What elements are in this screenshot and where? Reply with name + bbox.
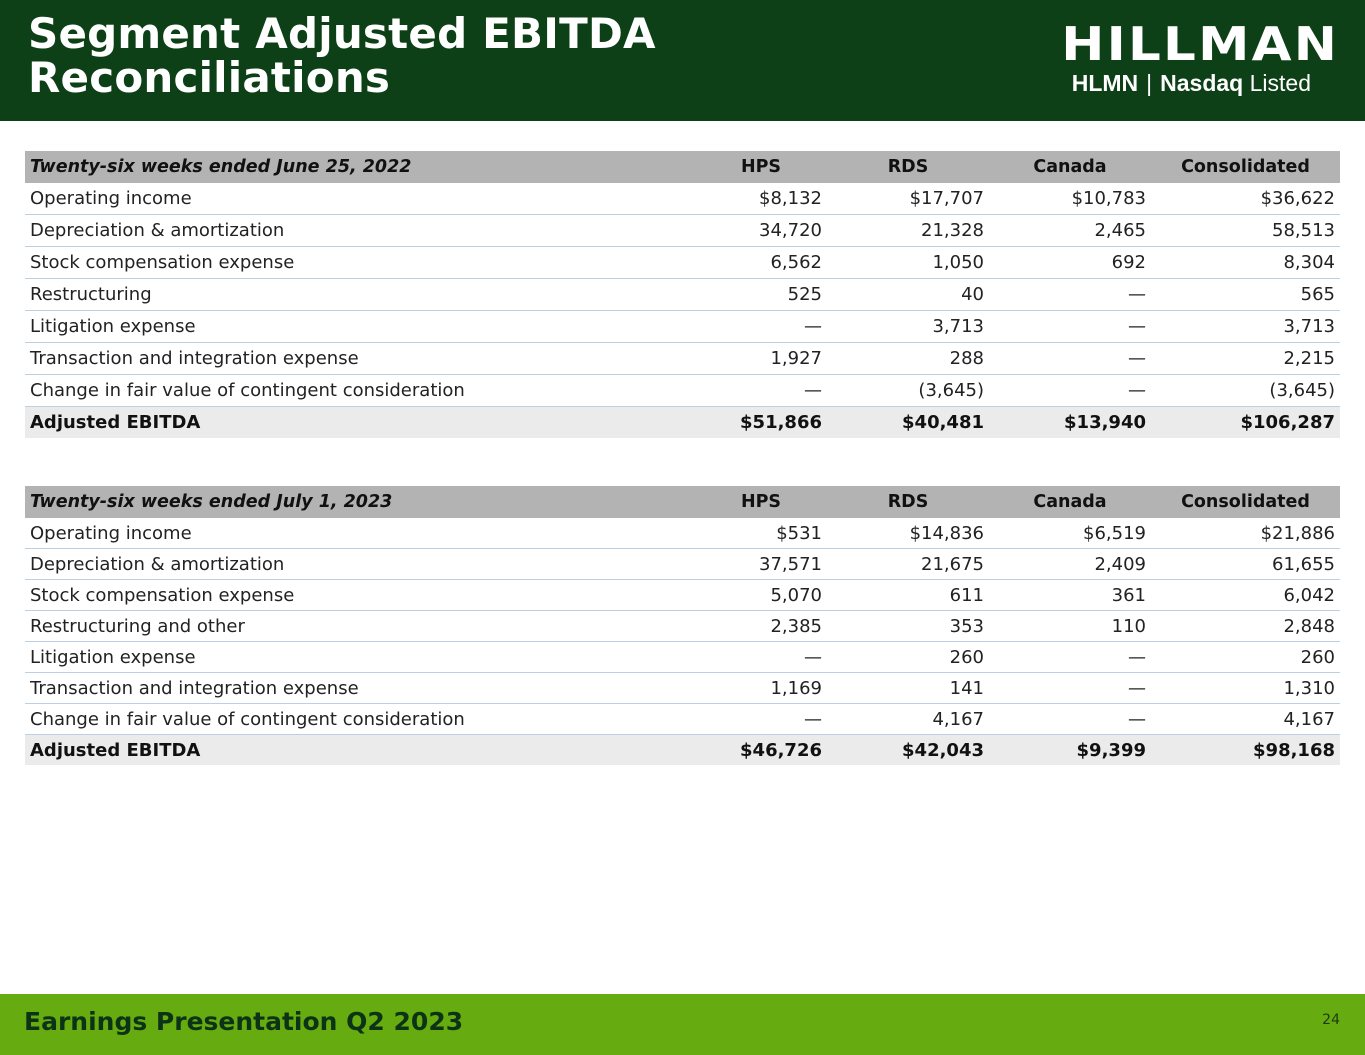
- logo-exchange: Nasdaq: [1160, 70, 1244, 96]
- cell-canada: —: [989, 704, 1151, 735]
- cell-rds: 141: [827, 673, 989, 704]
- cell-rds: 288: [827, 343, 989, 375]
- cell-canada: $9,399: [989, 735, 1151, 766]
- page-number: 24: [1322, 1012, 1340, 1028]
- table-row: [25, 343, 1340, 375]
- column-header-rds: RDS: [827, 151, 989, 183]
- cell-consolidated: $36,622: [1151, 183, 1340, 215]
- table-row: [25, 279, 1340, 311]
- cell-rds: 4,167: [827, 704, 989, 735]
- cell-rds: $14,836: [827, 518, 989, 549]
- cell-rds: 1,050: [827, 247, 989, 279]
- cell-consolidated: 1,310: [1151, 673, 1340, 704]
- cell-hps: $8,132: [695, 183, 827, 215]
- cell-canada: —: [989, 279, 1151, 311]
- column-header-consolidated: Consolidated: [1151, 486, 1340, 518]
- cell-canada: 110: [989, 611, 1151, 642]
- cell-consolidated: 2,848: [1151, 611, 1340, 642]
- table-row: [25, 183, 1340, 215]
- cell-canada: —: [989, 375, 1151, 407]
- table-row: [25, 247, 1340, 279]
- cell-hps: $531: [695, 518, 827, 549]
- table-row: [25, 611, 1340, 642]
- cell-canada: $10,783: [989, 183, 1151, 215]
- cell-rds: $40,481: [827, 407, 989, 439]
- row-label: Change in fair value of contingent consideration: [25, 704, 695, 735]
- logo-listing: [1072, 70, 1311, 96]
- reconciliation-table-2023: [25, 486, 1340, 765]
- cell-hps: 37,571: [695, 549, 827, 580]
- row-label: Restructuring: [25, 279, 695, 311]
- cell-hps: 34,720: [695, 215, 827, 247]
- cell-canada: $6,519: [989, 518, 1151, 549]
- footer-title: Earnings Presentation Q2 2023: [24, 1007, 464, 1036]
- cell-hps: 1,927: [695, 343, 827, 375]
- period-header: Twenty-six weeks ended June 25, 2022: [25, 151, 695, 183]
- row-label: Litigation expense: [25, 642, 695, 673]
- cell-canada: —: [989, 311, 1151, 343]
- cell-hps: 5,070: [695, 580, 827, 611]
- cell-consolidated: 6,042: [1151, 580, 1340, 611]
- cell-hps: 6,562: [695, 247, 827, 279]
- cell-hps: 1,169: [695, 673, 827, 704]
- table-row: [25, 580, 1340, 611]
- cell-consolidated: 260: [1151, 642, 1340, 673]
- cell-consolidated: 61,655: [1151, 549, 1340, 580]
- table-header-row: [25, 486, 1340, 518]
- cell-rds: 260: [827, 642, 989, 673]
- row-label: Litigation expense: [25, 311, 695, 343]
- column-header-canada: Canada: [989, 486, 1151, 518]
- cell-hps: —: [695, 642, 827, 673]
- reconciliation-table-2022: [25, 151, 1340, 438]
- header-bar: [0, 0, 1365, 121]
- row-label: Operating income: [25, 183, 695, 215]
- row-label: Transaction and integration expense: [25, 673, 695, 704]
- cell-canada: —: [989, 673, 1151, 704]
- logo-separator: |: [1146, 70, 1153, 96]
- cell-consolidated: 8,304: [1151, 247, 1340, 279]
- column-header-hps: HPS: [695, 486, 827, 518]
- logo-wordmark: HILLMAN: [1061, 17, 1339, 71]
- row-label: Depreciation & amortization: [25, 549, 695, 580]
- page-title-line-1: Segment Adjusted EBITDA: [28, 9, 656, 58]
- page-title-line-2: Reconciliations: [28, 53, 391, 102]
- row-label: Restructuring and other: [25, 611, 695, 642]
- row-label: Operating income: [25, 518, 695, 549]
- table-row: [25, 375, 1340, 407]
- table-row: [25, 642, 1340, 673]
- table-row: [25, 311, 1340, 343]
- cell-canada: 361: [989, 580, 1151, 611]
- cell-rds: 611: [827, 580, 989, 611]
- cell-consolidated: $21,886: [1151, 518, 1340, 549]
- cell-consolidated: 565: [1151, 279, 1340, 311]
- cell-hps: $46,726: [695, 735, 827, 766]
- cell-rds: 21,675: [827, 549, 989, 580]
- footer-bar: [0, 994, 1365, 1055]
- cell-consolidated: 3,713: [1151, 311, 1340, 343]
- logo-listed: Listed: [1249, 70, 1311, 96]
- cell-hps: —: [695, 311, 827, 343]
- row-label: Depreciation & amortization: [25, 215, 695, 247]
- table-row: [25, 518, 1340, 549]
- table-row: [25, 549, 1340, 580]
- total-row: [25, 407, 1340, 439]
- row-label: Change in fair value of contingent consideration: [25, 375, 695, 407]
- period-header: Twenty-six weeks ended July 1, 2023: [25, 486, 695, 518]
- cell-rds: 21,328: [827, 215, 989, 247]
- cell-consolidated: $106,287: [1151, 407, 1340, 439]
- row-label: Stock compensation expense: [25, 247, 695, 279]
- cell-rds: $17,707: [827, 183, 989, 215]
- row-label: Adjusted EBITDA: [25, 407, 695, 439]
- row-label: Transaction and integration expense: [25, 343, 695, 375]
- table-row: [25, 673, 1340, 704]
- cell-canada: 2,409: [989, 549, 1151, 580]
- cell-consolidated: 58,513: [1151, 215, 1340, 247]
- row-label: Stock compensation expense: [25, 580, 695, 611]
- cell-hps: $51,866: [695, 407, 827, 439]
- cell-consolidated: 4,167: [1151, 704, 1340, 735]
- cell-hps: 525: [695, 279, 827, 311]
- logo-ticker: HLMN: [1071, 70, 1139, 96]
- cell-rds: $42,043: [827, 735, 989, 766]
- table-header-row: [25, 151, 1340, 183]
- cell-consolidated: (3,645): [1151, 375, 1340, 407]
- cell-hps: 2,385: [695, 611, 827, 642]
- cell-hps: —: [695, 375, 827, 407]
- cell-rds: (3,645): [827, 375, 989, 407]
- cell-rds: 3,713: [827, 311, 989, 343]
- row-label: Adjusted EBITDA: [25, 735, 695, 766]
- column-header-consolidated: Consolidated: [1151, 151, 1340, 183]
- total-row: [25, 735, 1340, 766]
- cell-canada: —: [989, 343, 1151, 375]
- column-header-rds: RDS: [827, 486, 989, 518]
- column-header-canada: Canada: [989, 151, 1151, 183]
- cell-canada: $13,940: [989, 407, 1151, 439]
- table-row: [25, 704, 1340, 735]
- column-header-hps: HPS: [695, 151, 827, 183]
- cell-canada: 692: [989, 247, 1151, 279]
- hillman-logo: [985, 17, 1351, 100]
- cell-canada: —: [989, 642, 1151, 673]
- cell-hps: —: [695, 704, 827, 735]
- cell-consolidated: $98,168: [1151, 735, 1340, 766]
- cell-canada: 2,465: [989, 215, 1151, 247]
- cell-rds: 40: [827, 279, 989, 311]
- page-title: [28, 9, 656, 102]
- table-row: [25, 215, 1340, 247]
- cell-consolidated: 2,215: [1151, 343, 1340, 375]
- cell-rds: 353: [827, 611, 989, 642]
